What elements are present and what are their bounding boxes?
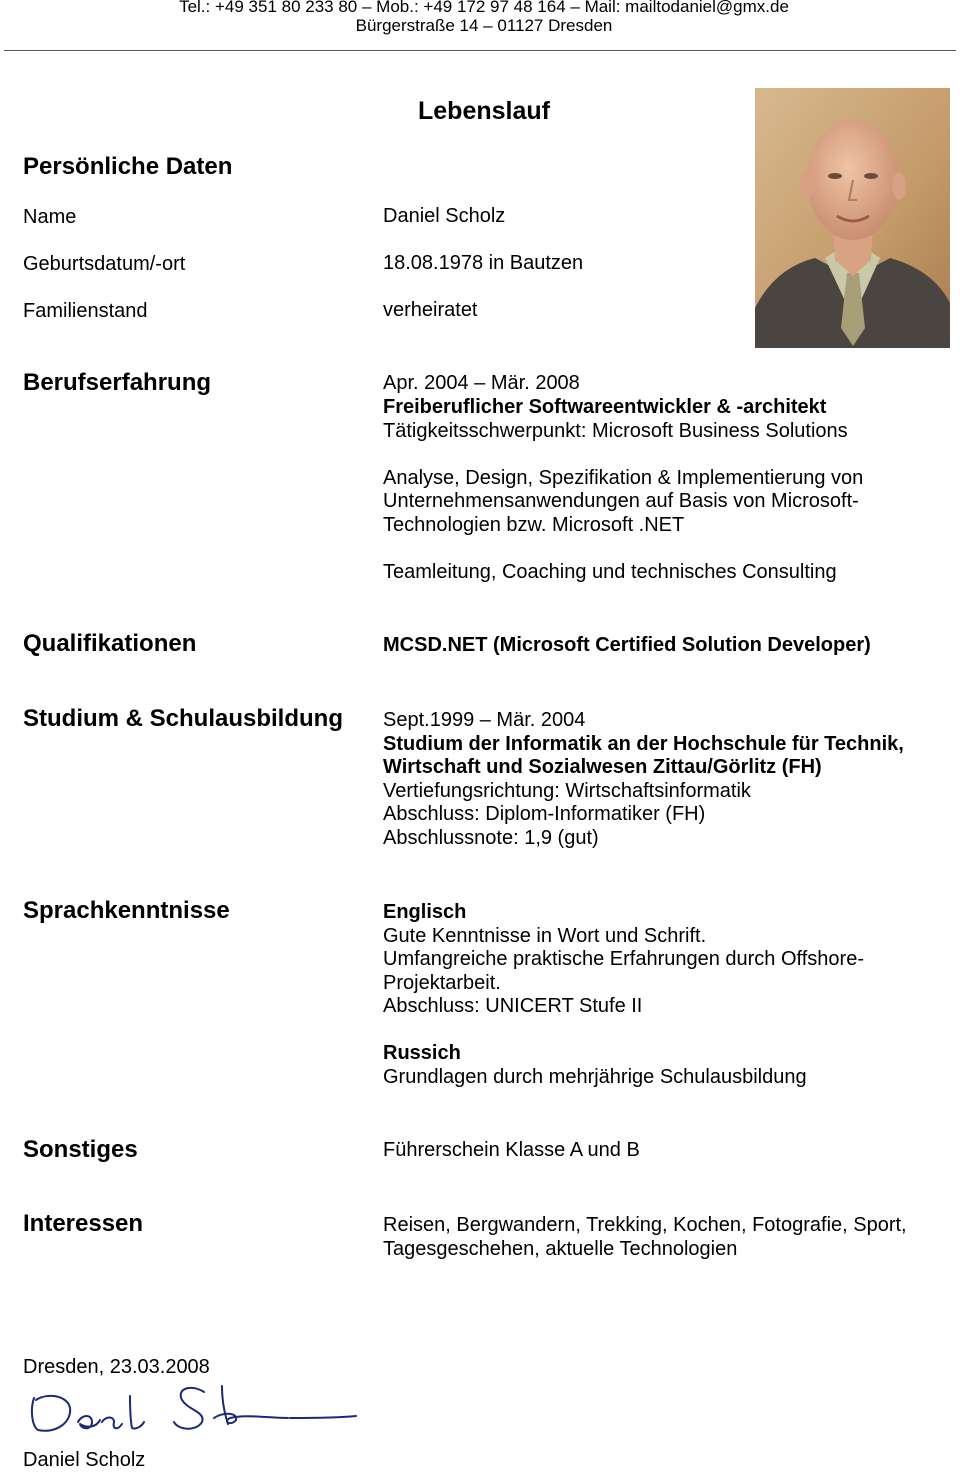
interests-line1: Reisen, Bergwandern, Trekking, Kochen, Fotografie, Sport,	[383, 1214, 907, 1236]
english-line3: Projektarbeit.	[383, 972, 501, 994]
experience-period: Apr. 2004 – Mär. 2008	[383, 372, 580, 394]
birth-label: Geburtsdatum/-ort	[23, 253, 186, 275]
status-value: verheiratet	[383, 299, 478, 321]
portrait-photo	[755, 88, 950, 348]
section-education-heading: Studium & Schulausbildung	[23, 705, 343, 732]
english-line2: Umfangreiche praktische Erfahrungen durch Offshore-	[383, 948, 864, 970]
education-study-line2: Wirtschaft und Sozialwesen Zittau/Görlitz (FH)	[383, 756, 822, 778]
section-experience-heading: Berufserfahrung	[23, 369, 212, 396]
other-value: Führerschein Klasse A und B	[383, 1139, 640, 1161]
experience-role: Freiberuflicher Softwareentwickler & -architekt	[383, 396, 827, 418]
page-title: Lebenslauf	[418, 97, 550, 125]
english-title: Englisch	[383, 901, 467, 923]
footer-name: Daniel Scholz	[23, 1449, 146, 1471]
experience-desc-line3: Technologien bzw. Microsoft .NET	[383, 514, 685, 536]
name-value: Daniel Scholz	[383, 205, 506, 227]
education-degree: Abschluss: Diplom-Informatiker (FH)	[383, 803, 706, 825]
status-label: Familienstand	[23, 300, 148, 322]
interests-line2: Tagesgeschehen, aktuelle Technologien	[383, 1238, 738, 1260]
place-date: Dresden, 23.03.2008	[23, 1356, 210, 1378]
section-personal-heading: Persönliche Daten	[23, 153, 233, 180]
education-study-line1: Studium der Informatik an der Hochschule für Technik,	[383, 733, 904, 755]
experience-extra: Teamleitung, Coaching und technisches Consulting	[383, 561, 837, 583]
handwritten-signature	[26, 1378, 366, 1440]
english-line1: Gute Kenntnisse in Wort und Schrift.	[383, 925, 707, 947]
russian-title: Russich	[383, 1042, 461, 1064]
education-period: Sept.1999 – Mär. 2004	[383, 709, 586, 731]
experience-focus: Tätigkeitsschwerpunkt: Microsoft Business Solutions	[383, 420, 848, 442]
education-specialization: Vertiefungsrichtung: Wirtschaftsinformatik	[383, 780, 751, 802]
section-interests-heading: Interessen	[23, 1210, 144, 1237]
section-qualifications-heading: Qualifikationen	[23, 630, 197, 657]
header-divider	[4, 50, 956, 51]
experience-desc-line1: Analyse, Design, Spezifikation & Implementierung von	[383, 467, 864, 489]
experience-desc-line2: Unternehmensanwendungen auf Basis von Microsoft-	[383, 490, 859, 512]
address-line: Bürgerstraße 14 – 01127 Dresden	[355, 16, 613, 35]
russian-line1: Grundlagen durch mehrjährige Schulausbildung	[383, 1066, 807, 1088]
section-other-heading: Sonstiges	[23, 1136, 138, 1163]
qualification-item: MCSD.NET (Microsoft Certified Solution Developer)	[383, 634, 871, 656]
birth-value: 18.08.1978 in Bautzen	[383, 252, 584, 274]
contact-line: Tel.: +49 351 80 233 80 – Mob.: +49 172 97 48 164 – Mail: mailtodaniel@gmx.de	[179, 0, 789, 16]
section-languages-heading: Sprachkenntnisse	[23, 897, 230, 924]
name-label: Name	[23, 206, 77, 228]
english-line4: Abschluss: UNICERT Stufe II	[383, 995, 643, 1017]
education-grade: Abschlussnote: 1,9 (gut)	[383, 827, 599, 849]
